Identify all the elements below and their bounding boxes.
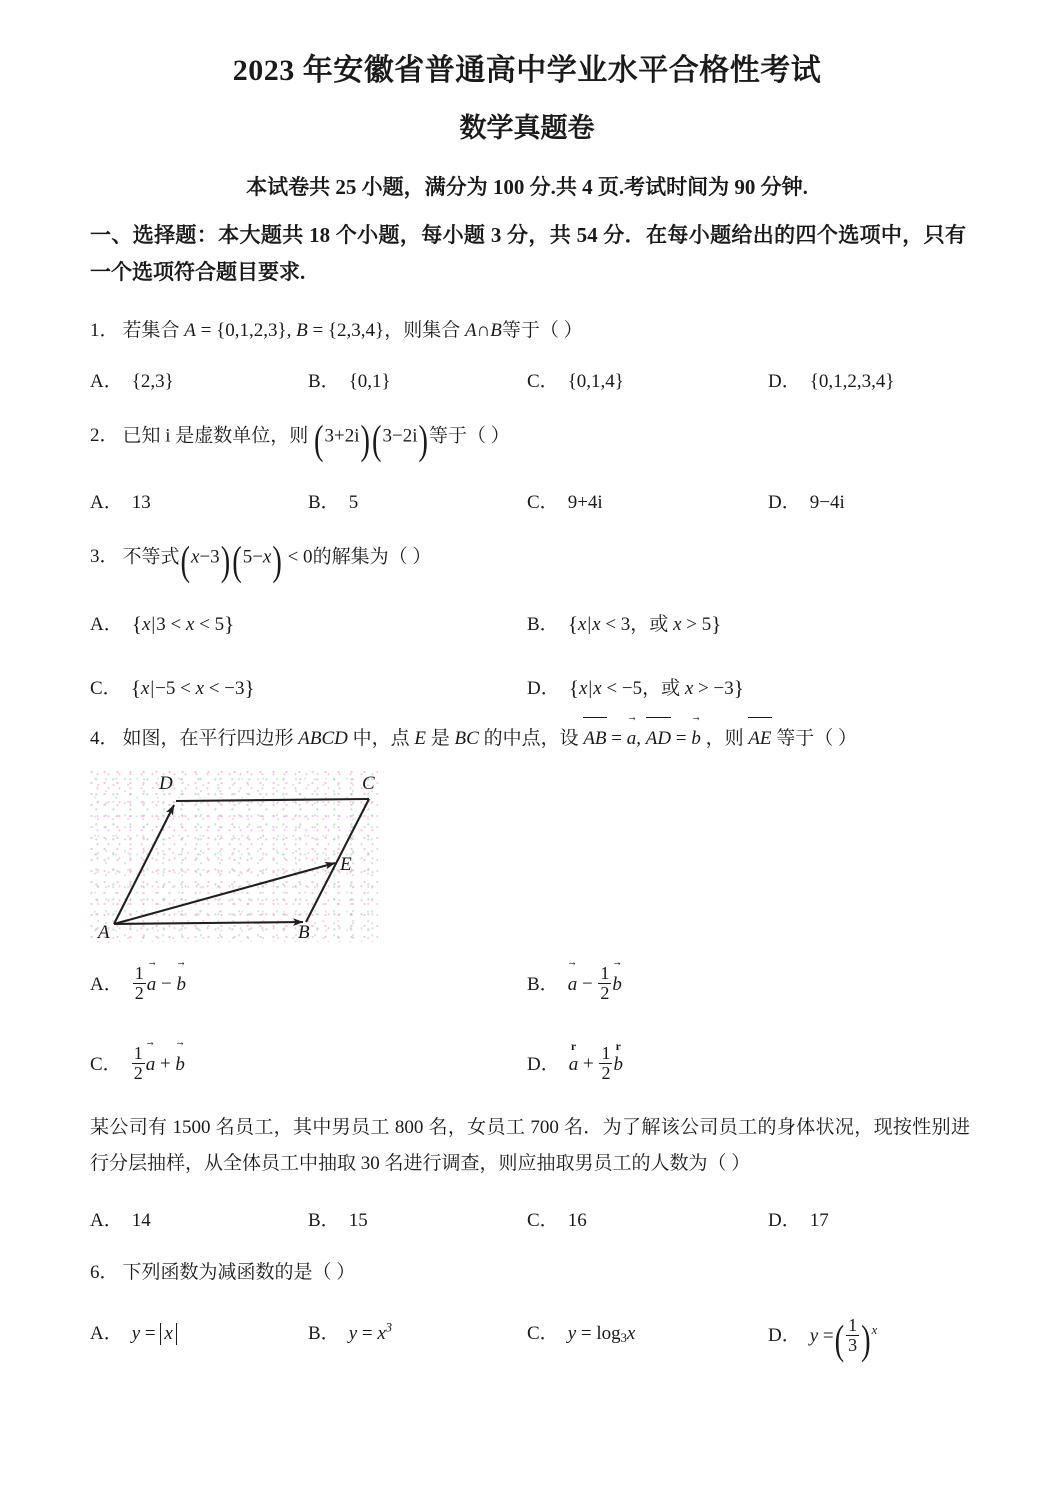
- question-6-number: 6．: [90, 1261, 119, 1283]
- question-3: [0, 537, 1054, 700]
- figure-label-a: A: [98, 922, 110, 944]
- question-2-number: 2．: [90, 425, 119, 447]
- option-2-d[interactable]: D． 9−4i: [768, 491, 845, 513]
- option-4-b[interactable]: B． a → − $\frac{1}{2}$ b →: [527, 964, 622, 1003]
- option-4-c[interactable]: C． $\frac{1}{2}$ a → + b →: [90, 1044, 185, 1083]
- option-6-b[interactable]: B． $y = x^3$: [308, 1320, 393, 1344]
- figure-label-b: B: [298, 922, 310, 944]
- question-1-stem-prefix: 若集合: [122, 319, 180, 341]
- question-2: [0, 416, 1054, 515]
- question-5: [0, 1110, 1054, 1232]
- option-2-c[interactable]: C． 9+4i: [527, 491, 603, 513]
- question-1-stem: 1． 若集合 A = {0,1,2,3}, B = {2,3,4}，则集合 A∩B等于（ ）: [90, 319, 583, 341]
- question-2-options: [90, 485, 970, 515]
- option-1-b[interactable]: B． {0,1}: [308, 370, 391, 392]
- option-5-d[interactable]: D． 17: [768, 1209, 829, 1231]
- option-3-d[interactable]: D． {x|x < −5，或 x > −3}: [527, 676, 744, 701]
- question-3-options-row2: [90, 669, 970, 699]
- option-1-d[interactable]: D． {0,1,2,3,4}: [768, 370, 895, 392]
- option-3-c[interactable]: C． {x|−5 < x < −3}: [90, 676, 255, 701]
- question-4-options-row1: [90, 964, 970, 1008]
- page-title: 2023 年安徽省普通高中学业水平合格性考试: [232, 54, 822, 87]
- figure-label-e: E: [340, 854, 352, 876]
- option-2-a[interactable]: A． 13: [90, 491, 151, 513]
- figure-label-d: D: [159, 773, 173, 795]
- option-5-c[interactable]: C． 16: [527, 1209, 587, 1231]
- question-6-options: [90, 1314, 970, 1364]
- question-3-stem-suffix: 的解集为（ ）: [312, 546, 432, 568]
- question-3-number: 3．: [90, 546, 119, 568]
- question-1-number: 1．: [90, 319, 119, 341]
- option-1-a[interactable]: A． {2,3}: [90, 370, 174, 392]
- option-4-a[interactable]: A． $\frac{1}{2}$ a → − b →: [90, 964, 186, 1003]
- exam-paper-page: [0, 52, 1054, 1497]
- question-2-stem-suffix: 等于（ ）: [429, 425, 510, 447]
- option-5-b[interactable]: B． 15: [308, 1209, 368, 1231]
- option-2-b[interactable]: B． 5: [308, 491, 359, 513]
- question-1-stem-middle: ，则集合: [384, 319, 461, 341]
- question-4-options-row2: [90, 1044, 970, 1088]
- figure-parallelogram-abcd: [90, 770, 378, 942]
- question-3-options-row1: [90, 605, 970, 635]
- option-6-c[interactable]: C． $y = \log_3x$: [527, 1322, 636, 1346]
- question-4-options-block: [0, 964, 1054, 1088]
- option-3-a[interactable]: A． {x|3 < x < 5}: [90, 612, 235, 637]
- question-1-stem-suffix: 等于（ ）: [501, 319, 583, 341]
- question-4-stem: 4． 如图，在平行四边形 ABCD 中，点 E 是 BC 的中点，设 AB = a →, AD = b → ，则 AE 等于（ ）: [90, 721, 970, 756]
- exam-info-note: 本试卷共 25 小题，满分为 100 分.共 4 页.考试时间为 90 分钟.: [246, 175, 808, 200]
- option-4-d[interactable]: D． a r + $\frac{1}{2}$ b r: [527, 1044, 623, 1083]
- option-6-a[interactable]: A． y = x: [90, 1316, 177, 1351]
- figure-label-c: C: [362, 773, 375, 795]
- question-3-stem: 3． 不等式(x−3)(5−x) < 0的解集为（ ）: [90, 539, 432, 585]
- question-6-stem: [90, 1255, 970, 1290]
- question-4: [0, 721, 1054, 756]
- question-6: [0, 1255, 1054, 1364]
- question-2-stem-prefix: 已知 i 是虚数单位，则: [122, 425, 309, 447]
- parallelogram-diagram: [90, 770, 378, 942]
- question-1: [0, 313, 1054, 394]
- option-5-a[interactable]: A． 14: [90, 1209, 151, 1231]
- question-5-options: [90, 1203, 970, 1233]
- question-2-stem: 2． 已知 i 是虚数单位，则 (3+2i)(3−2i)等于（ ）: [90, 418, 510, 464]
- question-6-stem-text: 下列函数为减函数的是（ ）: [122, 1261, 356, 1283]
- page-subtitle: 数学真题卷: [459, 112, 595, 143]
- option-3-b[interactable]: B． {x|x < 3，或 x > 5}: [527, 612, 722, 637]
- question-1-options: [90, 364, 970, 394]
- question-5-stem: 某公司有 1500 名员工，其中男员工 800 名，女员工 700 名．为了解该公司员工的身体状况，现按性别进行分层抽样，从全体员工中抽取 30 名进行调查，则应抽取男员工的人数为（ ）: [90, 1117, 970, 1174]
- question-3-stem-prefix: 不等式: [122, 546, 180, 568]
- option-6-d[interactable]: D． y =( $\frac{1}{3}$ )$^x$: [768, 1314, 878, 1364]
- section-heading-choice: 一、选择题：本大题共 18 个小题，每小题 3 分，共 54 分．在每小题给出的四个选项中，只有一个选项符合题目要求.: [90, 223, 966, 284]
- option-1-c[interactable]: C． {0,1,4}: [527, 370, 624, 392]
- question-4-number: 4．: [90, 728, 119, 750]
